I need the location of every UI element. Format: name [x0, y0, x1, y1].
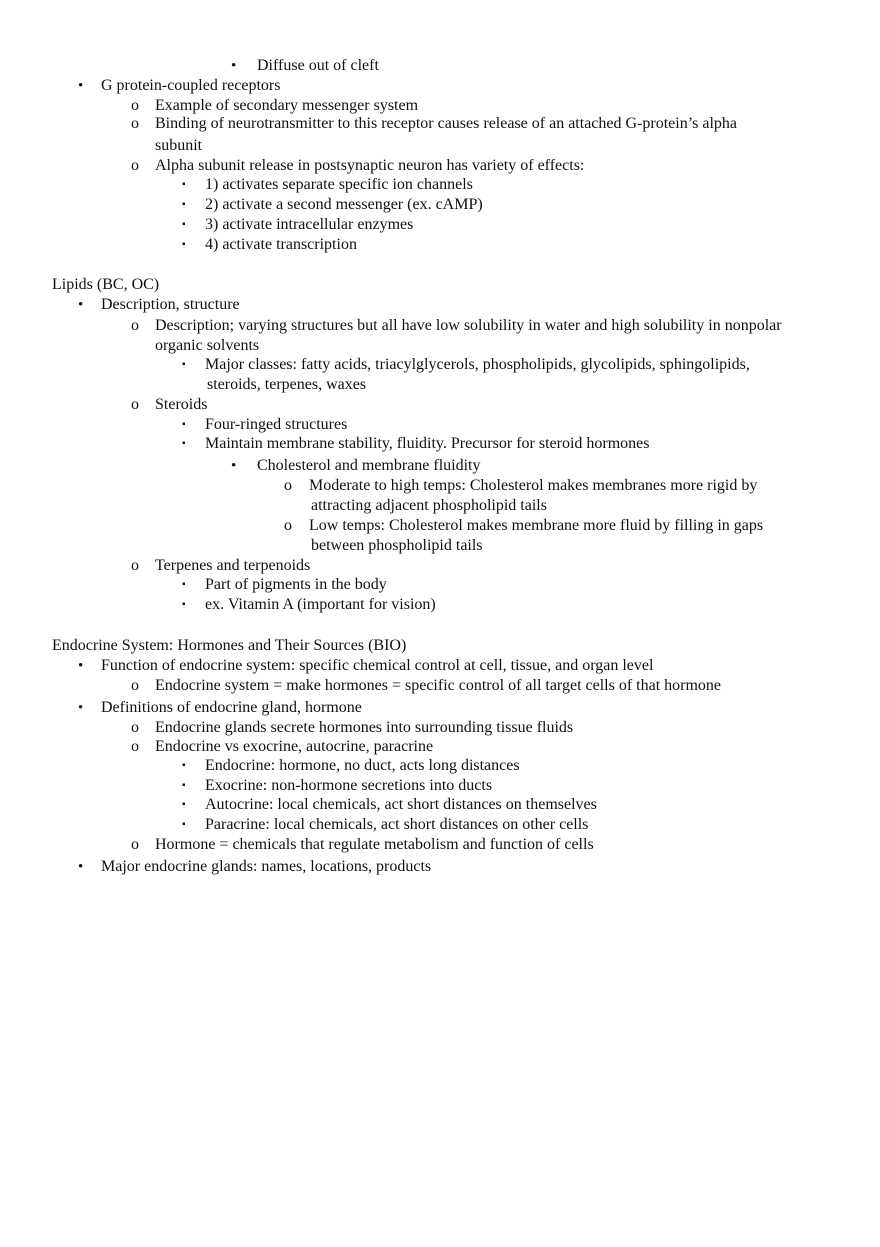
- bullet-marker: ▪: [182, 179, 186, 190]
- bullet-marker: ▪: [182, 419, 186, 430]
- line-effect-2: 2) activate a second messenger (ex. cAMP): [205, 196, 483, 213]
- heading-endocrine-system: Endocrine System: Hormones and Their Sources (BIO): [52, 637, 407, 654]
- line-low-temps-continued: between phospholipid tails: [311, 537, 483, 554]
- line-lipid-description: Description; varying structures but all have low solubility in water and high solubility in nonpolar: [155, 317, 782, 334]
- line-four-ringed: Four-ringed structures: [205, 416, 348, 433]
- bullet-marker: o: [131, 97, 139, 114]
- line-major-classes: Major classes: fatty acids, triacylglycerols, phospholipids, glycolipids, sphingolipids,: [205, 356, 750, 373]
- bullet-marker: ▪: [182, 579, 186, 590]
- line-major-glands: Major endocrine glands: names, locations, products: [101, 858, 432, 875]
- bullet-marker: ▪: [182, 219, 186, 230]
- line-cholesterol-fluidity: Cholesterol and membrane fluidity: [257, 457, 481, 474]
- line-description-structure: Description, structure: [101, 296, 240, 313]
- bullet-marker: ▪: [182, 199, 186, 210]
- bullet-marker: •: [231, 458, 237, 474]
- line-moderate-high-temps-continued: attracting adjacent phospholipid tails: [311, 497, 547, 514]
- bullet-marker: o: [131, 738, 139, 755]
- line-binding-neurotransmitter: Binding of neurotransmitter to this receptor causes release of an attached G-protein’s alpha: [155, 115, 738, 132]
- line-diffuse-out-of-cleft: Diffuse out of cleft: [257, 57, 379, 74]
- bullet-marker: o: [284, 477, 292, 494]
- line-def-autocrine: Autocrine: local chemicals, act short distances on themselves: [205, 796, 597, 813]
- line-hormone-definition: Hormone = chemicals that regulate metabolism and function of cells: [155, 836, 594, 853]
- line-pigments: Part of pigments in the body: [205, 576, 387, 593]
- bullet-marker: o: [131, 719, 139, 736]
- line-major-classes-continued: steroids, terpenes, waxes: [207, 376, 367, 393]
- line-secondary-messenger: Example of secondary messenger system: [155, 97, 419, 114]
- line-effect-4: 4) activate transcription: [205, 236, 357, 253]
- bullet-marker: ▪: [182, 760, 186, 771]
- line-g-protein-receptors: G protein-coupled receptors: [101, 77, 281, 94]
- bullet-marker: o: [131, 677, 139, 694]
- line-subunit-continued: subunit: [155, 137, 203, 154]
- line-def-exocrine: Exocrine: non-hormone secretions into ducts: [205, 777, 493, 794]
- line-alpha-subunit-effects: Alpha subunit release in postsynaptic neuron has variety of effects:: [155, 157, 585, 174]
- line-function-endocrine: Function of endocrine system: specific chemical control at cell, tissue, and organ level: [101, 657, 654, 674]
- bullet-marker: o: [131, 115, 139, 132]
- bullet-marker: ▪: [182, 599, 186, 610]
- bullet-marker: o: [131, 836, 139, 853]
- line-effect-1: 1) activates separate specific ion channels: [205, 176, 473, 193]
- bullet-marker: o: [131, 317, 139, 334]
- bullet-marker: ▪: [182, 780, 186, 791]
- bullet-marker: o: [131, 557, 139, 574]
- bullet-marker: ▪: [182, 359, 186, 370]
- line-definitions: Definitions of endocrine gland, hormone: [101, 699, 362, 716]
- line-steroids: Steroids: [155, 396, 208, 413]
- bullet-marker: •: [78, 297, 84, 313]
- line-glands-secrete: Endocrine glands secrete hormones into surrounding tissue fluids: [155, 719, 574, 736]
- line-membrane-stability: Maintain membrane stability, fluidity. Precursor for steroid hormones: [205, 435, 650, 452]
- bullet-marker: o: [131, 157, 139, 174]
- line-make-hormones: Endocrine system = make hormones = specific control of all target cells of that hormone: [155, 677, 722, 694]
- heading-lipids: Lipids (BC, OC): [52, 276, 160, 293]
- line-endocrine-vs: Endocrine vs exocrine, autocrine, paracrine: [155, 738, 434, 755]
- line-organic-solvents: organic solvents: [155, 337, 260, 354]
- line-def-endocrine: Endocrine: hormone, no duct, acts long distances: [205, 757, 520, 774]
- bullet-marker: ▪: [182, 438, 186, 449]
- line-def-paracrine: Paracrine: local chemicals, act short distances on other cells: [205, 816, 589, 833]
- bullet-marker: •: [231, 58, 237, 74]
- bullet-marker: o: [131, 396, 139, 413]
- line-effect-3: 3) activate intracellular enzymes: [205, 216, 414, 233]
- line-terpenes: Terpenes and terpenoids: [155, 557, 311, 574]
- line-low-temps: Low temps: Cholesterol makes membrane more fluid by filling in gaps: [309, 517, 764, 534]
- bullet-marker: ▪: [182, 799, 186, 810]
- bullet-marker: •: [78, 859, 84, 875]
- line-vitamin-a: ex. Vitamin A (important for vision): [205, 596, 436, 613]
- bullet-marker: •: [78, 658, 84, 674]
- bullet-marker: •: [78, 700, 84, 716]
- bullet-marker: ▪: [182, 239, 186, 250]
- bullet-marker: ▪: [182, 819, 186, 830]
- line-moderate-high-temps: Moderate to high temps: Cholesterol makes membranes more rigid by: [309, 477, 758, 494]
- bullet-marker: o: [284, 517, 292, 534]
- bullet-marker: •: [78, 78, 84, 94]
